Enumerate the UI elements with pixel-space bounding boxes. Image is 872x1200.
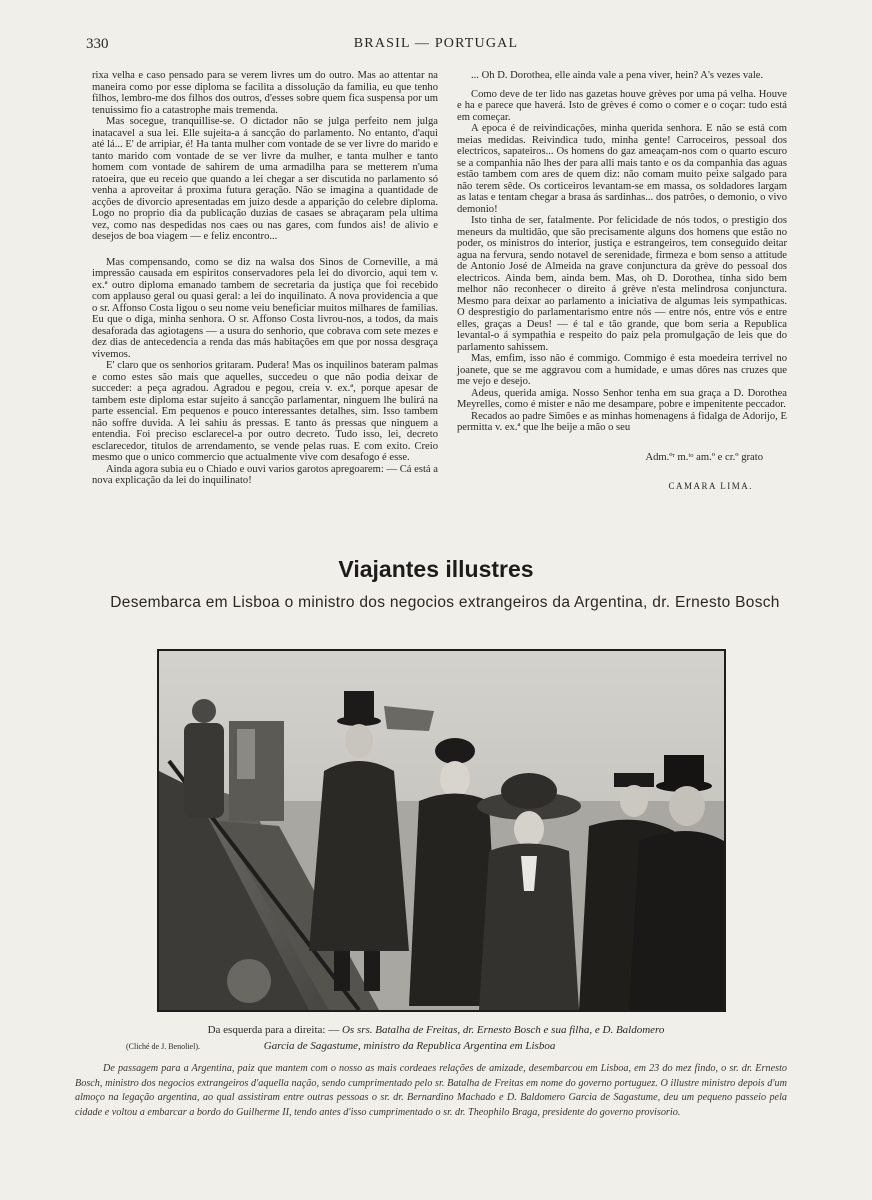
signature-name: CAMARA LIMA. <box>668 481 753 491</box>
paragraph: Adeus, querida amiga. Nosso Senhor tenha em sua graça a D. Dorothea Meyrelles, como é mister e não me desampare, pobre e impenitente peccador. <box>457 387 787 410</box>
left-column <box>92 70 438 487</box>
caption-lead: Da esquerda para a direita: — <box>207 1024 340 1036</box>
paragraph: Mas, emfim, isso não é commigo. Commigo é esta moedeira terrivel no joanete, que se me aggravou com a humidade, e umas dôres nas cruzes que me vejo e desejo. <box>457 353 787 387</box>
paragraph: Como deve de ter lido nas gazetas houve grèves por uma pá velha. Houve e ha e parece que haverá. Isto de grèves é como o comer e o coçar: tudo está em começar. <box>457 88 787 123</box>
photograph <box>157 649 726 1012</box>
summary-paragraph: De passagem para a Argentina, paiz que mantem com o nosso as mais cordeaes relações de amizade, desembarcou em Lisboa, em 23 do mez findo, o sr. dr. Ernesto Bosch, ministro dos negocios extrangeiros d'aquella nação, sendo cumprimentado pelo sr. Batalha de Freitas em nome do governo portuguez. O illustre ministro depois d'um almoço na legação argentina, ao qual assistiram entre outras pessoas o sr. dr. Bernardino Machado e D. Baldomero Garcia de Sagastume, deu um pequeno passeio pela cidade e voltou a embarcar a bordo do Guilherme II, tendo antes d'isso cumprimentado o sr. dr. Theophilo Braga, presidente do governo provisorio. <box>75 1063 787 1118</box>
signature-closing: Adm.ºʳ m.ᵗᵒ am.º e cr.º grato <box>645 451 763 463</box>
caption-names-2: Garcia de Sagastume, ministro da Republica Argentina em Lisboa <box>263 1040 556 1052</box>
paragraph: E' claro que os senhorios gritaram. Pudera! Mas os inquilinos bateram palmas e como estes são mais que aquelles, succedeu o que não podia deixar de succeder: a peça agradou. Agradou e pegou, creia v. ex.ª, porque apesar de tambem este diploma estar sujeito á sancção parlamentar, ninguem lhe bulirá na parte essencial. Em pequenos e pouco interessantes detalhes, sim. Isso tambem não soffre duvida. A lei sahiu ás pressas. E tanto ás pressas que ninguem a entendia. Foi preciso esclarecel-a por outro decreto. Tudo isso, lei, decreto esclarecedor, titulos de arrendamento, se vende pelas ruas. E com exito. Creio mesmo que o unico commercio que actualmente vive com desafogo é esse. <box>92 360 438 463</box>
caption-names-1: Os srs. Batalha de Freitas, dr. Ernesto Bosch e sua filha, e D. Baldomero <box>341 1024 665 1036</box>
paragraph: rixa velha e caso pensado para se verem livres um do outro. Mas ao attentar na maneira como por esse diploma se facilita a dissolução da familia, eu que tenho filhos, lembro-me dos filhos dos outros, d'esses sobre quem fica suspensa por um tenuissimo fio a catastrophe mais tremenda. <box>92 70 438 116</box>
paragraph: Isto tinha de ser, fatalmente. Por felicidade de nós todos, o prestigio dos meneurs da multidão, que são precisamente alguns dos homens que estão no poder, os ministros do interior, justiça e estrangeiros, tem conseguido deitar agua na fervura, sendo notavel de serenidade, firmeza e bom senso a attitude de Antonio José de Almeida na grave conjunctura da grève do pessoal dos electricos. Ainda bem, ainda bem. Mas, oh D. Dorothea, tinha sido bem melhor não reconhecer o direito á grève n'esta melindrosa conjunctura. Mesmo para deixar ao parlamento a iniciativa de algumas leis sympathicas. O desprestigio do parlamentarismo entre nós — entre nós, entre vós e entre elles, graças a Deus! — é tal e tão grande, que bom seria a Republica levantal-o á sympathia e respeito do paiz pela promulgação de leis que do parlamento sahissem. <box>457 215 787 353</box>
paragraph: ... Oh D. Dorothea, elle ainda vale a pena viver, hein? A's vezes vale. <box>471 70 764 81</box>
paragraph: A epoca é de reivindicações, minha querida senhora. E não se está com meias medidas. Reivindica tudo, minha gente! Carroceiros, pessoal dos electricos, sapateiros... Os homens do gaz ameaçam-nos com o quarto escuro se a companhia não lhes der para alli mais tanto e os da companhia das aguas estão tambem com ares de quem diz: não comam muito peixe salgado para não terem sêde. Os corticeiros levantam-se em massa, os soldadores largam as latas e tentam chegar a brasa ás sardinhas... dos patrões, o demonio, o vivo demonio! <box>457 123 787 215</box>
photo-caption-line2 <box>126 1040 826 1052</box>
photo-caption-line1 <box>0 1024 872 1036</box>
page-header <box>86 36 786 56</box>
article-title: Viajantes illustres <box>338 556 534 582</box>
paragraph: Mas socegue, tranquillise-se. O dictador não se julga perfeito nem julga inatacavel a sua lei. Elle sujeita-a á sancção do parlamento. No entanto, d'aqui até lá... E' de arripiar, é! Ha tanta mulher com vontade de se ver livre do marido e tanto marido com vontade de se ver livre da mulher, e tanta mulher e tanto homem com vontade de sahirem de uma armadilha para se metterem n'uma ratoeira, que eu receio que quando a lei chegar a ser discutida no parlamento só venha a aproveitar á proxima futura geração. Não se imagina a quantidade de acções de divorcio apresentadas em juizo desde a apparição do celebre diploma. Logo no proprio dia da publicação duzias de casaes se abraçaram pela ultima vez, como nas despedidas nos caes ou nas gares, com fundos ais! de alivio e desejos de boa viagem — e feliz encontro... <box>92 116 438 242</box>
paragraph: Mas compensando, como se diz na walsa dos Sinos de Corneville, a má impressão causada em espiritos conservadores pela lei do divorcio, aqui tem v. ex.ª outro diploma emanado tambem de secretaria da justiça que foi recebido com applauso geral ou quasi geral: a lei do inquilinato. A nova providencia a que o sr. Affonso Costa ligou o seu nome veiu beneficiar muitos milhares de familias. Eu que o diga, minha senhora. O sr. Affonso Costa livrou-nos, a todos, da mais desaforada das agiotagens — a usura do senhorio, que cobrava com sete mezes e dez dias de antecedencia a renda das más habitações em que por nossa desgraça vivemos. <box>92 256 438 360</box>
paragraph: Ainda agora subia eu o Chiado e ouvi varios garotos apregoarem: — Cá está a nova explicação da lei do inquilinato! <box>92 463 438 486</box>
article-summary <box>75 1062 787 1120</box>
right-column <box>457 70 787 493</box>
photo-illustration <box>159 651 724 1010</box>
paragraph: Recados ao padre Simões e as minhas homenagens á fidalga de Adorijo, E permitta v. ex.ª que lhe beije a mão o seu <box>457 410 787 433</box>
page-number: 330 <box>86 36 109 52</box>
photo-credit: (Cliché de J. Benoliel). <box>126 1042 200 1051</box>
running-title: BRASIL — PORTUGAL <box>353 36 519 51</box>
article-subtitle: Desembarca em Lisboa o ministro dos negocios extrangeiros da Argentina, dr. Ernesto Bosch <box>110 594 780 611</box>
